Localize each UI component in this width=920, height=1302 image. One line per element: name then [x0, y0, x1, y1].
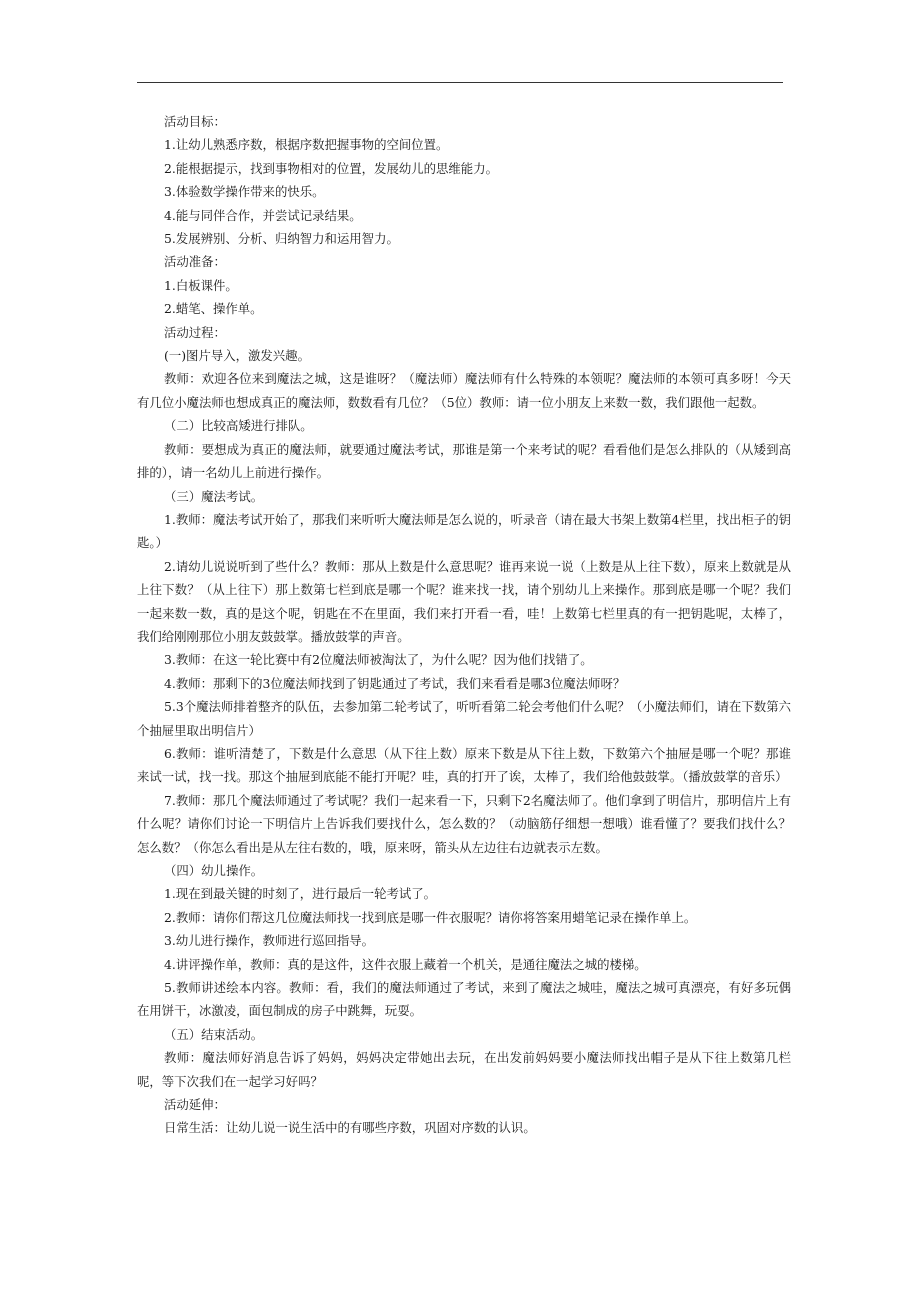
heading-goals: 活动目标：	[164, 114, 226, 129]
body-paragraph: 教师：要想成为真正的魔法师，就要通过魔法考试，那谁是第一个来考试的呢？看看他们是怎么排队的（从矮到高排的），请一名幼儿上前进行操作。	[137, 441, 791, 481]
header-rule	[137, 82, 783, 83]
body-paragraph: 3.教师：在这一轮比赛中有2位魔法师被淘汰了，为什么呢？因为他们找错了。	[164, 652, 593, 668]
body-paragraph: 4.教师：那剩下的3位魔法师找到了钥匙通过了考试，我们来看看是哪3位魔法师呀？	[164, 675, 626, 691]
body-paragraph: 7.教师：那几个魔法师通过了考试呢？我们一起来看一下，只剩下2名魔法师了。他们拿到了明信片，那明信片上有什么呢？请你们讨论一下明信片上告诉我们要找什么，怎么数的？（动脑筋仔细想一想哦）谁看懂了？要我们找什么？怎么数？（你怎么看出是从左往右数的，哦，原来呀，箭头从左边往右边就表示左数。	[137, 792, 791, 855]
goal-item: 2.能根据提示，找到事物相对的位置，发展幼儿的思维能力。	[164, 160, 498, 176]
body-paragraph: 6.教师：谁听清楚了，下数是什么意思（从下往上数）原来下数是从下往上数，下数第六个抽屉是哪一个呢？那谁来试一试，找一找。那这个抽屉到底能不能打开呢？哇，真的打开了诶，太棒了，我们给他鼓鼓掌。（播放鼓掌的音乐）	[137, 745, 791, 785]
body-paragraph: 2.请幼儿说说听到了些什么？教师：那从上数是什么意思呢？谁再来说一说（上数是从上往下数），原来上数就是从上往下数？（从上往下）那上数第七栏到底是哪一个呢？谁来找一找，请个别幼儿上来操作。那到底是哪一个呢？我们一起来数一数，真的是这个呢，钥匙在不在里面，我们来打开看一看，哇！上数第七栏里真的有一把钥匙呢，太棒了，我们给刚刚那位小朋友鼓鼓掌。播放鼓掌的声音。	[137, 558, 791, 644]
body-paragraph: 教师：欢迎各位来到魔法之城，这是谁呀？（魔法师）魔法师有什么特殊的本领呢？魔法师的本领可真多呀！今天有几位小魔法师也想成真正的魔法师，数数看有几位？（5位）教师：请一位小朋友上来数一数，我们跟他一起数。	[137, 371, 791, 410]
goal-item: 3.体验数学操作带来的快乐。	[164, 184, 325, 200]
body-paragraph: 日常生活：让幼儿说一说生活中的有哪些序数，巩固对序数的认识。	[164, 1120, 536, 1136]
preparation-item: 2.蜡笔、操作单。	[164, 301, 263, 317]
heading-process: 活动过程：	[164, 324, 226, 340]
body-paragraph: 1.教师：魔法考试开始了，那我们来听听大魔法师是怎么说的，听录音（请在最大书架上数第4栏里，找出柜子的钥匙。）	[137, 511, 791, 551]
section-heading: （五）结束活动。	[164, 1026, 264, 1042]
preparation-item: 1.白板课件。	[164, 277, 238, 293]
heading-preparation: 活动准备：	[164, 254, 226, 270]
section-heading: （二）比较高矮进行排队。	[164, 418, 313, 434]
section-heading: （三）魔法考试。	[164, 488, 264, 504]
goal-item: 4.能与同伴合作，并尝试记录结果。	[164, 207, 362, 223]
body-paragraph: 教师：魔法师好消息告诉了妈妈，妈妈决定带她出去玩，在出发前妈妈要小魔法师找出帽子是从下往上数第几栏呢，等下次我们在一起学习好吗？	[137, 1050, 791, 1089]
goal-item: 5.发展辨别、分析、归纳智力和运用智力。	[164, 231, 399, 247]
document-body	[137, 110, 791, 1140]
section-heading: (一)图片导入，激发兴趣。	[164, 348, 310, 364]
body-paragraph: 2.教师：请你们帮这几位魔法师找一找到底是哪一件衣服呢？请你将答案用蜡笔记录在操作单上。	[164, 909, 697, 925]
body-paragraph: 3.幼儿进行操作，教师进行巡回指导。	[164, 933, 375, 949]
heading-extension: 活动延伸：	[164, 1097, 226, 1113]
goal-item: 1.让幼儿熟悉序数，根据序数把握事物的空间位置。	[164, 137, 449, 153]
body-paragraph: 5.3个魔法师排着整齐的队伍，去参加第二轮考试了，听听看第二轮会考他们什么呢？（小魔法师们，请在下数第六个抽屉里取出明信片）	[137, 699, 791, 738]
section-heading: （四）幼儿操作。	[164, 863, 264, 878]
body-paragraph: 1.现在到最关键的时刻了，进行最后一轮考试了。	[164, 886, 437, 902]
body-paragraph: 4.讲评操作单，教师：真的是这件，这件衣服上藏着一个机关，是通往魔法之城的楼梯。	[164, 956, 647, 972]
body-paragraph: 5.教师讲述绘本内容。教师：看，我们的魔法师通过了考试，来到了魔法之城哇，魔法之城可真漂亮，有好多玩偶在用饼干，冰激凌，面包制成的房子中跳舞，玩耍。	[137, 980, 791, 1019]
